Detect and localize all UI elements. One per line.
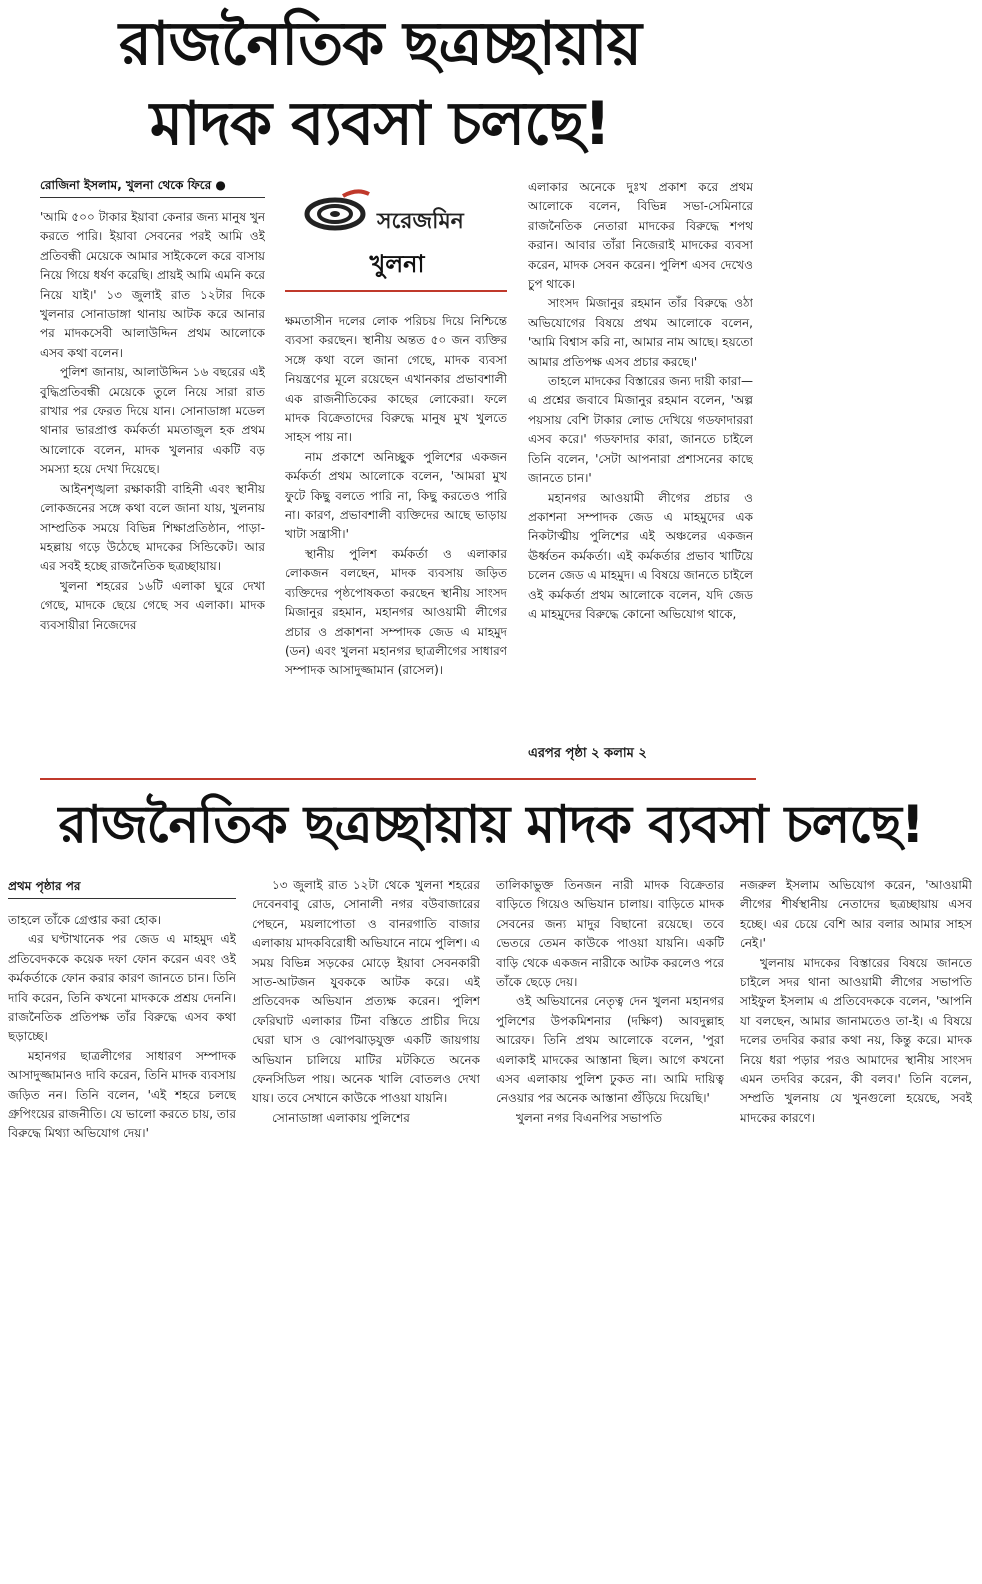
paragraph: স্থানীয় পুলিশ কর্মকর্তা ও এলাকার লোকজন বলছেন, মাদক ব্যবসায় জড়িত ব্যক্তিদের পৃষ্ঠপোষকতা করছেন স্থানীয় সাংসদ মিজানুর রহমান, মহানগর আওয়ামী লীগের প্রচার ও প্রকাশনা সম্পাদক জেড এ মাহমুদ (ডন) এবং খুলনা মহানগর ছাত্রলীগের সাধারণ সম্পাদক আসাদুজ্জামান (রাসেল)। <box>285 546 507 678</box>
section-divider <box>40 778 756 780</box>
logo-label: সরেজমিন <box>377 209 464 234</box>
paragraph: সোনাডাঙ্গা এলাকায় পুলিশের <box>272 1110 410 1125</box>
top-column-2 <box>285 312 507 772</box>
continued-note: এরপর পৃষ্ঠা ২ কলাম ২ <box>528 746 647 761</box>
paragraph: তাহলে তাঁকে গ্রেপ্তার করা হোক। <box>8 913 162 927</box>
paragraph: এলাকার অনেকে দুঃখ প্রকাশ করে প্রথম আলোকে বলেন, বিভিন্ন সভা-সেমিনারে রাজনৈতিক নেতারা মাদকের বিরুদ্ধে শপথ করান। আবার তাঁরা নিজেরাই মাদকের ব্যবসা করেন, মাদক সেবন করেন। পুলিশ এসব দেখেও চুপ থাকে। <box>528 180 753 292</box>
from-page-rule <box>8 898 236 899</box>
paragraph: পুলিশ জানায়, আলাউদ্দিন ১৬ বছরের এই বুদ্ধিপ্রতিবন্ধী মেয়েকে তুলে নিয়ে সারা রাত রাখার পর ফেরত দিয়ে যান। সোনাডাঙ্গা মডেল থানার ভারপ্রাপ্ত কর্মকর্তা মমতাজুল হক প্রথম আলোকে বলেন, মাদক খুলনার একটি বড় সমস্যা হয়ে দেখা দিয়েছে। <box>40 365 265 477</box>
paragraph: আইনশৃঙ্খলা রক্ষাকারী বাহিনী এবং স্থানীয় লোকজনের সঙ্গে কথা বলে জানা যায়, খুলনায় সাম্প্রতিক সময়ে বিভিন্ন শিক্ষাপ্রতিষ্ঠান, পাড়া-মহল্লায় গড়ে উঠেছে মাদকের সিন্ডিকেট। আর এর সবই হচ্ছে রাজনৈতিক ছত্রচ্ছায়ায়। <box>40 481 265 574</box>
paragraph: মহানগর আওয়ামী লীগের প্রচার ও প্রকাশনা সম্পাদক জেড এ মাহমুদের এক নিকটাত্মীয় পুলিশের এই অঞ্চলের একজন ঊর্ধ্বতন কর্মকর্তা। এই কর্মকর্তার প্রভাব খাটিয়ে চলেন জেড এ মাহমুদ। এ বিষয়ে জানতে চাইলে ওই কর্মকর্তা প্রথম আলোকে বলেন, যদি জেড এ মাহমুদের বিরুদ্ধে কোনো অভিযোগ থাকে, <box>528 490 753 621</box>
paragraph: তালিকাভুক্ত তিনজন নারী মাদক বিক্রেতার বাড়িতে গিয়েও অভিযান চালায়। বাড়িতে মাদক সেবনের জন্য মাদুর বিছানো রয়েছে। তবে ভেতরে তেমন কাউকে পাওয়া যায়নি। একটি বাড়ি থেকে একজন নারীকে আটক করলেও পরে তাঁকে ছেড়ে দেয়। <box>496 878 724 990</box>
paragraph: খুলনা নগর বিএনপির সভাপতি <box>516 1110 663 1125</box>
paragraph: নজরুল ইসলাম অভিযোগ করেন, 'আওয়ামী লীগের শীর্ষস্থানীয় নেতাদের ছত্রচ্ছায়ায় এসব হচ্ছে। এর চেয়ে বেশি আর বলার আমার সাহস নেই।' <box>740 878 972 951</box>
top-column-1 <box>40 175 265 775</box>
bottom-column-4 <box>740 876 972 1266</box>
headline-line-2: মাদক ব্যবসা চলছে! <box>149 89 611 159</box>
paragraph: খুলনা শহরের ১৬টি এলাকা ঘুরে দেখা গেছে, মাদকে ছেয়ে গেছে সব এলাকা। মাদক ব্যবসায়ীরা নিজেদের <box>40 578 265 632</box>
paragraph: খুলনায় মাদকের বিস্তারের বিষয়ে জানতে চাইলে সদর থানা আওয়ামী লীগের সভাপতি সাইফুল ইসলাম এ প্রতিবেদককে বলেন, 'আপনি যা বলছেন, আমার জানামতেও তা-ই। এ বিষয়ে দলের তদবির করার কথা নয়, কিন্তু করে। মাদক নিয়ে ধরা পড়ার পরও আমাদের স্থানীয় সাংসদ এমন তদবির করেন, কী বলব।' তিনি বলেন, সম্প্রতি খুলনায় যে খুনগুলো হয়েছে, সবই মাদকের কারণে। <box>740 955 972 1125</box>
logo-place: খুলনা <box>369 250 425 278</box>
paragraph: তাহলে মাদকের বিস্তারের জন্য দায়ী কারা—এ প্রশ্নের জবাবে মিজানুর রহমান বলেন, 'অল্প পয়সায় বেশি টাকার লোভ দেখিয়ে গডফাদাররা এসব করে।' গডফাদার কারা, জানতে চাইলে তিনি বলেন, 'সেটা আপনারা প্রশাসনের কাছে জানতে চান।' <box>528 374 753 486</box>
byline-rule <box>40 197 265 198</box>
bottom-column-2 <box>252 876 480 1266</box>
from-page-label: প্রথম পৃষ্ঠার পর <box>8 879 81 893</box>
bottom-column-1 <box>8 876 236 1266</box>
paragraph: সাংসদ মিজানুর রহমান তাঁর বিরুদ্ধে ওঠা অভিযোগের বিষয়ে প্রথম আলোকে বলেন, 'আমি বিশ্বাস করি না, আমার নাম আছে। হয়তো আমার প্রতিপক্ষ এসব প্রচার করছে।' <box>528 296 753 369</box>
bottom-headline: রাজনৈতিক ছত্রচ্ছায়ায় মাদক ব্যবসা চলছে! <box>58 795 924 855</box>
paragraph: ১৩ জুলাই রাত ১২টা থেকে খুলনা শহরের দেবেনবাবু রোড, সোনালী নগর বউবাজারের পেছনে, ময়লাপোতা ও বানরগাতি বাজার এলাকায় মাদকবিরোধী অভিযানে নামে পুলিশ। এ সময় বিভিন্ন সড়কের মোড়ে ইয়াবা সেবনকারী সাত-আটজন যুবককে আটক করে। এই প্রতিবেদক অভিযান প্রত্যক্ষ করেন। পুলিশ ফেরিঘাট এলাকার টিনা বস্তিতে প্রাচীর দিয়ে ঘেরা ঘাস ও ঝোপঝাড়যুক্ত একটি জায়গায় অভিযান চালিয়ে মাটির মটকিতে অনেক ফেনসিডিল পায়। অনেক খালি বোতলও দেখা যায়। তবে সেখানে কাউকে পাওয়া যায়নি। <box>252 878 480 1106</box>
top-column-3 <box>528 178 753 738</box>
byline: রোজিনা ইসলাম, খুলনা থেকে ফিরে ● <box>40 178 226 192</box>
paragraph: 'আমি ৫০০ টাকার ইয়াবা কেনার জন্য মানুষ খুন করতে পারি। ইয়াবা সেবনের পরই আমি ওই প্রতিবন্ধী মেয়েকে আমার সাইকেলে করে বাসায় নিয়ে গিয়ে ধর্ষণ করেছি। প্রায়ই আমি এমনি করে নিয়ে যাই।' ১৩ জুলাই রাত ১২টার দিকে খুলনার সোনাডাঙ্গা থানায় আটক করে আনার পর মাদকসেবী আলাউদ্দিন প্রথম আলোকে এসব কথা বলেন। <box>40 210 265 360</box>
logo-rule <box>285 290 507 292</box>
paragraph: নাম প্রকাশে অনিচ্ছুক পুলিশের একজন কর্মকর্তা প্রথম আলোকে বলেন, 'আমরা মুখ ফুটে কিছু বলতে পারি না, কিছু করতেও পারি না। কারণ, প্রভাবশালী ব্যক্তিদের আছে ভাড়ায় খাটা সন্ত্রাসী।' <box>285 449 507 542</box>
headline-line-1: রাজনৈতিক ছত্রচ্ছায়ায় <box>119 9 641 79</box>
sorezomin-logo-box <box>283 180 511 290</box>
paragraph: মহানগর ছাত্রলীগের সাধারণ সম্পাদক আসাদুজ্জামানও দাবি করেন, তিনি মাদক ব্যবসায় জড়িত নন। তিনি বলেন, 'এই শহরে চলছে গ্রুপিংয়ের রাজনীতি। যে ভালো করতে চায়, তার বিরুদ্ধে মিথ্যা অভিযোগ দেয়।' <box>8 1048 236 1141</box>
paragraph: ক্ষমতাসীন দলের লোক পরিচয় দিয়ে নিশ্চিন্তে ব্যবসা করছেন। স্থানীয় অন্তত ৫০ জন ব্যক্তির সঙ্গে কথা বলে জানা গেছে, মাদক ব্যবসা নিয়ন্ত্রণের মূলে রয়েছেন এখানকার প্রভাবশালী এক রাজনীতিকের কাছের লোকেরা। ফলে মাদক বিক্রেতাদের বিরুদ্ধে মানুষ মুখ খুলতে সাহস পায় না। <box>285 314 507 445</box>
paragraph: ওই অভিযানের নেতৃত্ব দেন খুলনা মহানগর পুলিশের উপকমিশনার (দক্ষিণ) আবদুল্লাহ আরেফ। তিনি প্রথম আলোকে বলেন, 'পুরা এলাকাই মাদকের আস্তানা ছিল। আগে কখনো এসব এলাকায় পুলিশ ঢুকত না। আমি দায়িত্ব নেওয়ার পর অনেক আস্তানা গুঁড়িয়ে দিয়েছি।' <box>496 994 724 1106</box>
bottom-column-3 <box>496 876 724 1266</box>
swirl-icon <box>303 188 373 234</box>
paragraph: এর ঘণ্টাখানেক পর জেড এ মাহমুদ এই প্রতিবেদককে কয়েক দফা ফোন করেন এবং ওই কর্মকর্তাকে ফোন করার কারণ জানতে চান। তিনি দাবি করেন, তিনি কখনো মাদককে প্রশ্রয় দেননি। রাজনৈতিক প্রতিপক্ষ তাঁর বিরুদ্ধে এসব কথা ছড়াচ্ছে। <box>8 932 236 1044</box>
